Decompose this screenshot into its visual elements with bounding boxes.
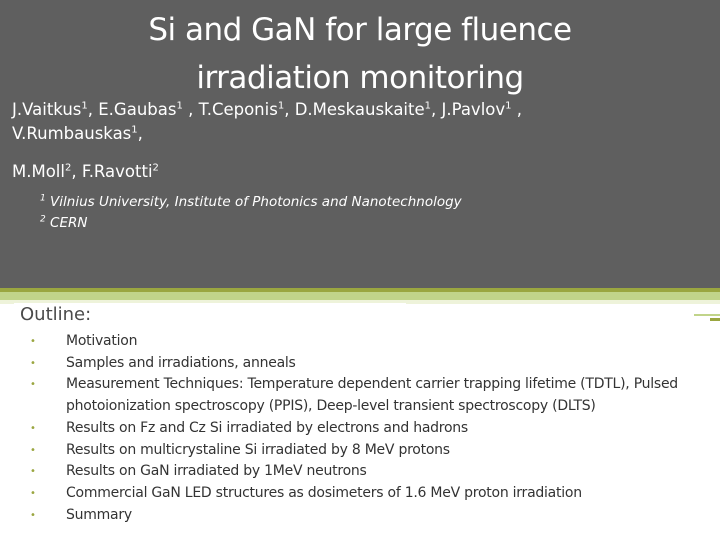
outline-item-text: Results on multicrystaline Si irradiated by 8 MeV protons [66, 441, 450, 458]
title-line-1: Si and GaN for large fluence [148, 12, 572, 48]
bullet-icon: • [30, 357, 36, 369]
outline-item-text: Motivation [66, 333, 138, 349]
author-name: , [511, 100, 523, 119]
outline-item [28, 353, 708, 375]
author-row [12, 160, 712, 184]
author-name: , D.Meskauskaite [284, 100, 425, 119]
accent-stripe-light [0, 292, 720, 300]
bullet-icon: • [30, 379, 36, 391]
bullet-icon: • [30, 466, 36, 478]
bullet-icon: • [30, 487, 36, 499]
outline-item [28, 483, 708, 505]
slide-title [0, 6, 720, 102]
author-name: , [137, 124, 143, 143]
author-name: M.Moll [12, 162, 65, 181]
author-row [12, 98, 712, 122]
affiliation-line [40, 192, 462, 213]
author-name: , T.Ceponis [182, 100, 278, 119]
bullet-icon: • [30, 336, 36, 347]
outline-item-text: Results on Fz and Cz Si irradiated by electrons and hadrons [66, 419, 468, 436]
affiliation-marker: 2 [64, 162, 72, 174]
affiliation-number: 2 [40, 214, 46, 225]
bullet-icon: • [30, 444, 36, 456]
author-name: , F.Ravotti [71, 162, 153, 181]
corner-accent [694, 314, 720, 316]
affiliation-marker: 1 [424, 100, 432, 112]
author-list [12, 98, 712, 184]
author-name: , J.Pavlov [431, 100, 506, 119]
outline-item [28, 461, 708, 483]
affiliation-text: CERN [45, 215, 88, 231]
affiliation-marker: 2 [152, 162, 159, 174]
affiliation-number: 1 [40, 193, 46, 204]
outline-item-text: Commercial GaN LED structures as dosimeters of 1.6 MeV proton irradiation [66, 484, 582, 501]
outline-heading: Outline: [14, 303, 406, 327]
author-row [12, 122, 712, 146]
author-name: , E.Gaubas [87, 100, 177, 119]
outline-item [28, 505, 708, 527]
outline-item-text: Samples and irradiations, anneals [66, 354, 296, 371]
outline-item-text: Summary [66, 506, 132, 523]
affiliation-text: Vilnius University, Institute of Photonics and Nanotechnology [45, 194, 462, 210]
affiliation-line [40, 213, 462, 234]
outline-item [28, 418, 708, 440]
author-name: V.Rumbauskas [12, 124, 132, 143]
affiliation-marker: 1 [277, 100, 285, 112]
affiliation-marker: 1 [505, 100, 512, 112]
outline-list [28, 331, 708, 526]
outline-item [28, 331, 708, 353]
author-gap [12, 146, 712, 160]
outline-item-text: Results on GaN irradiated by 1MeV neutrons [66, 463, 367, 480]
bullet-icon: • [30, 422, 36, 434]
outline-item [28, 440, 708, 462]
title-line-2: irradiation monitoring [196, 60, 524, 96]
bullet-icon: • [30, 509, 36, 521]
affiliation-marker: 1 [176, 100, 183, 112]
affiliation-marker: 1 [81, 100, 88, 112]
outline-item [28, 374, 708, 417]
author-name: J.Vaitkus [12, 100, 82, 119]
affiliation-marker: 1 [131, 124, 138, 136]
affiliation-list [40, 192, 462, 234]
corner-accent-small [710, 318, 720, 321]
outline-item-text: Measurement Techniques: Temperature dependent carrier trapping lifetime (TDTL), Pulsed photoionization spectroscopy (PPIS), Deep-level transient spectroscopy (DLTS) [66, 376, 678, 415]
